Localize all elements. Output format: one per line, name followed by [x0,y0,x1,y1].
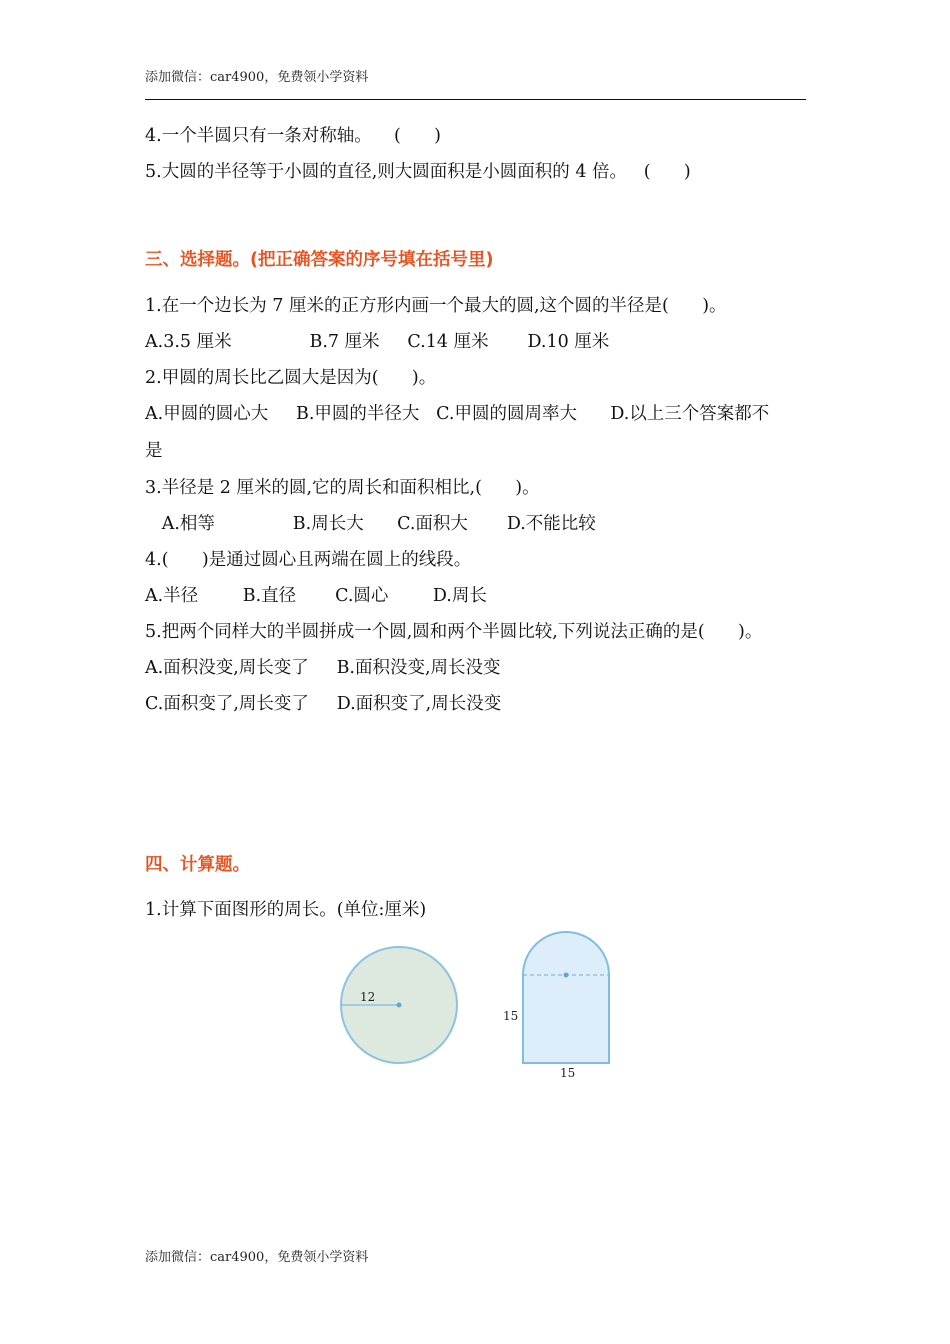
page-header: 添加微信：car4900，免费领小学资料 [145,70,369,85]
header-divider [145,99,806,100]
section-3-title: 三、选择题。(把正确答案的序号填在括号里) [145,250,494,270]
choice-question-3-options: A.相等 B.周长大 C.面积大 D.不能比较 [145,514,596,534]
circle-radius-label: 12 [360,990,376,1004]
choice-question-2: 2.甲圆的周长比乙圆大是因为( )。 [145,368,437,388]
circle-figure [341,947,457,1063]
calc-question-1: 1.计算下面图形的周长。(单位:厘米) [145,900,427,920]
section-4-title: 四、计算题。 [145,855,250,875]
arch-center-dot [564,973,569,978]
arch-figure [503,932,609,1080]
choice-question-4: 4.( )是通过圆心且两端在圆上的线段。 [145,550,472,570]
arch-shape [523,932,609,1063]
choice-question-2-options: A.甲圆的圆心大 B.甲圆的半径大 C.甲圆的圆周率大 D.以上三个答案都不 [145,404,770,424]
choice-question-4-options: A.半径 B.直径 C.圆心 D.周长 [145,586,487,606]
circle-center-dot [397,1003,402,1008]
choice-question-5: 5.把两个同样大的半圆拼成一个圆,圆和两个半圆比较,下列说法正确的是( )。 [145,622,763,642]
choice-question-2-options-cont: 是 [145,441,163,461]
choice-question-3: 3.半径是 2 厘米的圆,它的周长和面积相比,( )。 [145,478,540,498]
choice-question-1: 1.在一个边长为 7 厘米的正方形内画一个最大的圆,这个圆的半径是( )。 [145,296,727,316]
choice-question-5-options-1: A.面积没变,周长变了 B.面积没变,周长没变 [145,658,501,678]
judge-question-5: 5.大圆的半径等于小圆的直径,则大圆面积是小圆面积的 4 倍。 ( ) [145,162,691,182]
judge-question-4: 4.一个半圆只有一条对称轴。 ( ) [145,126,441,146]
geometry-figures [330,925,630,1090]
arch-height-label: 15 [503,1009,519,1023]
choice-question-5-options-2: C.面积变了,周长变了 D.面积变了,周长没变 [145,694,502,714]
page-footer: 添加微信：car4900，免费领小学资料 [145,1250,369,1265]
arch-width-label: 15 [560,1066,576,1080]
choice-question-1-options: A.3.5 厘米 B.7 厘米 C.14 厘米 D.10 厘米 [145,332,610,352]
